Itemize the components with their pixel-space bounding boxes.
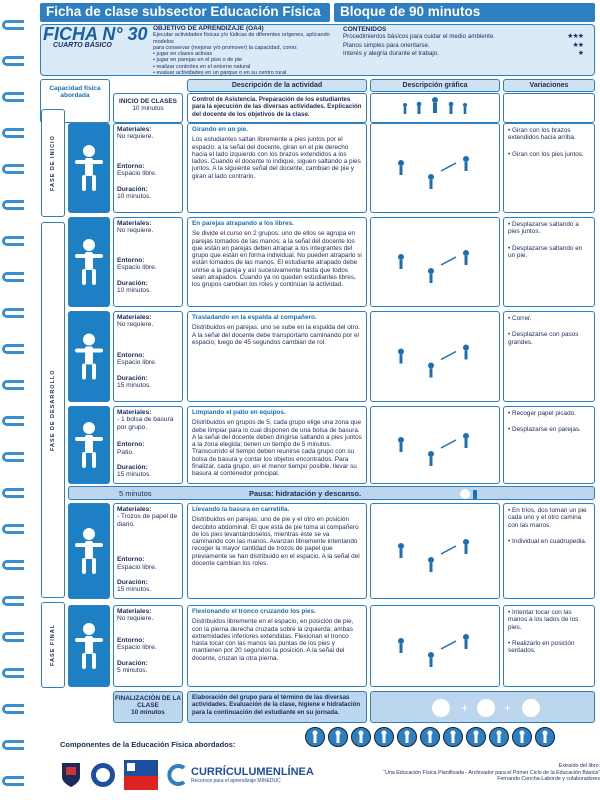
component-badge-icon (535, 727, 555, 747)
final-graphic (370, 691, 595, 723)
objective-line: para conservar (mejorar y/o promover) la capacidad, como: (153, 44, 298, 51)
activity-diagram-icon (371, 312, 499, 403)
materials-cell (113, 123, 183, 213)
binder-ring (2, 488, 24, 498)
bending-figure-icon (69, 407, 109, 485)
component-badge-icon (489, 727, 509, 747)
hydration-icon (459, 488, 489, 500)
activity-title: Llevando la basura en carretilla. (192, 506, 290, 513)
curriculum-title: CURRÍCULUMENLÍNEA (191, 765, 314, 778)
objective-line: • jugar en clases activas (153, 51, 213, 58)
objective-line: Ejecutar actividades físicas y/o lúdicas de diferentes orígenes, aplicando modelos (153, 32, 330, 45)
graphic-cell (370, 311, 500, 402)
description-cell (187, 406, 367, 484)
component-badge-icon (466, 727, 486, 747)
credit-line: Extraído del libro: (558, 763, 600, 769)
materials-label: Materiales: (117, 409, 152, 416)
footer (60, 740, 600, 784)
binder-ring (2, 200, 24, 210)
capacity-icon-cell (68, 217, 110, 307)
graphic-cell (370, 503, 500, 599)
variation-item: • Desplazarse con pasos grandes. (508, 331, 579, 346)
duration-value: 15 minutos. (117, 586, 152, 594)
capacity-icon-cell (68, 406, 110, 484)
entorno-label: Entorno: (117, 162, 145, 170)
content-item: Planos simples para orientarse. ★★ (343, 41, 583, 49)
ficha-number: FICHA N° 30 (43, 24, 148, 44)
materials-value: No requiere. (117, 133, 154, 141)
duration-label: Duración: (117, 464, 148, 472)
activity-text: Distribuidos en grupos de 5; cada grupo elige una zona que debe limpiar para lo cual disponen de una bolsa de basura. A la señal del docente deben dirigirse saltando a pies juntos a la zona elegida; tienen un tiempo de 5 minutos. Transcurrido el tiempo deben reunirse cada grupo con su bolsa de basura y contar los objetos encontrados. Para finalizar, cada grupo, en el menor tiempo posible, llevar su basura al contenedor principal. (192, 419, 362, 478)
variation-item: • Desplazarse saltando en un pie. (508, 244, 583, 259)
credit-line: “Una Educación Física Planificada - Archivador para el Primer Ciclo de la Educación Básica” (383, 769, 600, 776)
components-title: Componentes de la Educación Física abordados: (60, 740, 236, 749)
entorno-value: Espacio libre. (117, 644, 157, 652)
weightlifter-figure-icon (69, 312, 109, 403)
variation-item: • Desplazarse en parejas. (508, 426, 581, 434)
component-badge-icon (374, 727, 394, 747)
activity-row (40, 123, 595, 213)
final-label-cell (113, 691, 183, 723)
inicio-row (40, 93, 595, 123)
final-minutes: 10 minutos (131, 709, 165, 716)
pause-minutes: 5 minutos (119, 489, 152, 498)
description-cell (187, 311, 367, 402)
final-label: FINALIZACIÓN DE LA CLASE (114, 695, 182, 709)
content-item: Procedimientos básicos para cuidar el medio ambiente. ★★★ (343, 33, 583, 41)
star-rating-icon: ★★★ (567, 33, 583, 41)
activity-text: Distribuidos libremente en el espacio, en posición de pie, con la pierna derecha cruzada sobre la izquierda; ambas extremidades inferiores extendidas. Flexionan el tronco hasta tocar con las manos las puntas de los pies y mantienen por 20 segundos la posición. A la señal del docente, cruzan la otra pierna. (192, 618, 354, 662)
activity-title: Flexionando el tronco cruzando los pies. (192, 608, 316, 615)
binder-ring (2, 596, 24, 606)
credit-block (360, 763, 600, 783)
materials-value: No requiere. (117, 615, 154, 623)
variation-item: • Realizarlo en posición sentados. (508, 639, 575, 655)
activity-diagram-icon (371, 218, 499, 308)
binder-ring (2, 560, 24, 570)
materials-label: Materiales: (117, 220, 152, 227)
entorno-label: Entorno: (117, 556, 145, 564)
objective-block (153, 26, 343, 76)
finalizacion-row (40, 691, 595, 723)
duration-label: Duración: (117, 659, 148, 667)
binder-ring (2, 776, 24, 786)
objective-line: • evaluar actividades en un parque o en su centro rural (153, 70, 287, 77)
binder-ring (2, 56, 24, 66)
pause-text: Pausa: hidratación y descanso. (249, 489, 362, 498)
credit-line: Fernando Concha-Laborde y colaboradores (497, 776, 600, 782)
capacity-icon-cell (68, 503, 110, 599)
component-badge-icon (420, 727, 440, 747)
variation-item: • Intentar tocar con las manos a los lados de los pies. (508, 609, 579, 631)
binder-ring (2, 632, 24, 642)
materials-cell (113, 503, 183, 599)
cheering-figure-icon (69, 218, 109, 308)
inicio-graphic (370, 93, 500, 123)
activity-title: Limpiando el patio en equipos. (192, 409, 286, 416)
variation-item: • Giran con los brazos extendidos hacia arriba. (508, 127, 576, 142)
col-capacidad: Capacidad física abordada (40, 79, 110, 123)
capacity-icon-cell (68, 605, 110, 687)
binder-ring (2, 272, 24, 282)
binder-ring (2, 128, 24, 138)
duration-value: 15 minutos. (117, 471, 152, 479)
title-bar (40, 3, 595, 22)
entorno-label: Entorno: (117, 256, 145, 264)
component-badge-icon (328, 727, 348, 747)
binder-ring (2, 20, 24, 30)
description-cell (187, 217, 367, 307)
duration-value: 10 minutos. (117, 193, 152, 201)
entorno-value: Patio. (117, 448, 134, 456)
binder-ring (2, 704, 24, 714)
duration-value: 5 minutos. (117, 667, 148, 675)
column-header-row (40, 79, 595, 99)
inicio-label: INICIO DE CLASES (119, 98, 177, 105)
binder-ring (2, 236, 24, 246)
binder-ring (2, 452, 24, 462)
duration-value: 15 minutos. (117, 382, 152, 390)
materials-cell (113, 605, 183, 687)
component-badge-icon (397, 727, 417, 747)
materials-cell (113, 406, 183, 484)
inicio-variations (503, 93, 595, 123)
component-badge-icon (351, 727, 371, 747)
variation-item: • Recoger papel picado. (508, 410, 576, 417)
activity-row (40, 406, 595, 484)
curriculum-c-icon (166, 764, 188, 786)
inicio-label-cell (113, 93, 183, 123)
graphic-cell (370, 217, 500, 307)
materials-value: - Trozos de papel de diario. (117, 513, 178, 528)
variations-cell (503, 605, 595, 687)
materials-value: No requiere. (117, 321, 154, 329)
block-title: Bloque de 90 minutos (334, 3, 595, 22)
activity-title: Trasladando en la espalda al compañero. (192, 314, 317, 321)
objective-line: • jugar en parejas en el piso o de pie (153, 57, 243, 64)
materials-label: Materiales: (117, 126, 152, 133)
duration-value: 10 minutos. (117, 287, 152, 295)
activity-diagram-icon (371, 606, 499, 688)
activity-title: Girando en un pie. (192, 126, 249, 133)
col-variaciones: Variaciones (503, 79, 595, 92)
duration-label: Duración: (117, 374, 148, 382)
activity-row (40, 217, 595, 307)
entorno-label: Entorno: (117, 351, 145, 359)
binder-ring (2, 164, 24, 174)
materials-cell (113, 217, 183, 307)
entorno-value: Espacio libre. (117, 170, 157, 178)
binder-ring (2, 668, 24, 678)
variations-cell (503, 123, 595, 213)
inicio-text: Control de Asistencia. Preparación de los estudiantes para la ejecución de las diversas actividades. Explicación del docente de los objetivos de la clase. (187, 93, 367, 123)
variations-cell (503, 311, 595, 402)
activity-diagram-icon (371, 504, 499, 600)
graphic-cell (370, 406, 500, 484)
entorno-label: Entorno: (117, 636, 145, 644)
materials-label: Materiales: (117, 314, 152, 321)
capacity-icon-cell (68, 123, 110, 213)
variation-item: • Correr. (508, 315, 532, 322)
ministry-logo-icon (124, 760, 158, 790)
logos (60, 760, 314, 790)
group-figures-icon (371, 94, 499, 122)
objective-title: OBJETIVO DE APRENDIZAJE (OA4) (153, 25, 264, 32)
phase-desarrollo: FASE DE DESARROLLO (41, 222, 65, 598)
materials-value: - 1 bolsa de basura por grupo. (117, 416, 174, 431)
spinning-figure-icon (69, 124, 109, 214)
svg-text:+: + (504, 701, 512, 715)
duration-label: Duración: (117, 279, 148, 287)
entorno-label: Entorno: (117, 441, 145, 449)
stretching-figure-icon (69, 606, 109, 688)
phase-inicio: FASE DE INICIO (41, 109, 65, 217)
activity-title: En parejas atrapando a los libres. (192, 220, 294, 227)
activity-row (40, 311, 595, 402)
inicio-minutes: 10 minutos (132, 105, 164, 112)
curriculum-subtitle: Recursos para el aprendizaje MINEDUC (191, 777, 281, 784)
crest-logo-icon (60, 761, 82, 789)
phase-final: FASE FINAL (41, 602, 65, 688)
component-badge-icon (512, 727, 532, 747)
pause-bar (68, 486, 595, 500)
duration-label: Duración: (117, 579, 148, 587)
variations-cell (503, 503, 595, 599)
variations-cell (503, 217, 595, 307)
activity-text: Los estudiantes saltan libremente a pies juntos por el espacio; a la señal del docente, giran en el pie derecho hacia el lado izquierdo con los brazos extendidos a los lados. Cuando el docente lo indique, siguen saltando a pies juntos. A la siguiente señal del docente, cambian de pie y giran al lado contrario. (192, 136, 361, 180)
binder-ring (2, 92, 24, 102)
activity-text: Distribuidos en parejas, uno se sube en la espalda del otro. A la señal del docente debe transportarlo caminando por el espacio; luego de 45 segundos cambian de rol. (192, 324, 361, 346)
course-label: CUARTO BÁSICO (53, 42, 112, 49)
component-badge-icon (443, 727, 463, 747)
component-badge-icon (305, 727, 325, 747)
binder-ring (2, 308, 24, 318)
page-title: Ficha de clase subsector Educación Física (40, 3, 330, 22)
variation-item: • Desplazarse saltando a pies juntos. (508, 221, 579, 236)
class-sheet (40, 3, 600, 793)
activity-text: Distribuidos en parejas; uno de pie y el otro en posición decúbito abdominal. El que está de pie toma al compañero de los pies levantándoselos, mientras éste se va caminando con las manos. Avanzan libremente intentando recoger la mayor cantidad de trozos de papel que previamente se han distribuido en el espacio. A la señal del docente cambian los roles. (192, 516, 360, 568)
component-badges (305, 727, 555, 747)
description-cell (187, 605, 367, 687)
col-grafica: Descripción gráfica (370, 79, 500, 92)
materials-cell (113, 311, 183, 402)
activity-diagram-icon (371, 407, 499, 485)
description-cell (187, 503, 367, 599)
objective-line: • realizar controles en el entorno natural (153, 63, 251, 70)
hygiene-hydration-icons (371, 692, 593, 722)
graphic-cell (370, 123, 500, 213)
materials-label: Materiales: (117, 506, 152, 513)
contents-title: CONTENIDOS (343, 26, 387, 33)
duration-label: Duración: (117, 185, 148, 193)
description-cell (187, 123, 367, 213)
star-rating-icon: ★ (577, 50, 583, 58)
activity-diagram-icon (371, 124, 499, 214)
binder-ring (2, 524, 24, 534)
binder-ring (2, 344, 24, 354)
content-item: Interés y alegría durante el trabajo. ★ (343, 50, 583, 58)
svg-text:+: + (461, 701, 469, 715)
materials-label: Materiales: (117, 608, 152, 615)
binder-ring (2, 416, 24, 426)
curriculum-logo (166, 764, 314, 786)
activity-row (40, 503, 595, 599)
variation-item: • En tríos, dos toman un pie cada uno y el otro camina con las manos. (508, 507, 587, 529)
variations-cell (503, 406, 595, 484)
entorno-value: Espacio libre. (117, 563, 157, 571)
weightlifter-figure-icon (69, 504, 109, 600)
graphic-cell (370, 605, 500, 687)
variation-item: • Giran con los pies juntos. (508, 150, 584, 158)
binder-ring (2, 380, 24, 390)
activity-text: Se divide el curso en 2 grupos: uno de ellos se agrupa en parejas tomados de las manos; a la señal del docente los que están en parejas deben atrapar a los integrantes del grupo que están en forma individual. No pueden atraparlo si están tomados de las manos. El estudiante atrapado debe unirse a la pareja y así sucesivamente hasta que todos sean atrapados. Cuando ya no queden estudiantes libres, los grupos cambian los roles y continúan la actividad. (192, 230, 362, 289)
entorno-value: Espacio libre. (117, 359, 157, 367)
contents-block (343, 27, 583, 59)
final-text: Elaboración del grupo para el término de las diversas actividades. Evaluación de la clase, higiene e hidratación para la continuación del estudiante en su jornada. (187, 691, 367, 723)
capacity-icon-cell (68, 311, 110, 402)
star-rating-icon: ★★ (572, 41, 583, 49)
activity-row (40, 605, 595, 687)
materials-value: No requiere. (117, 227, 154, 235)
school-logo-icon (90, 762, 116, 788)
header-box (40, 24, 595, 76)
col-descripcion: Descripción de la actividad (187, 79, 367, 92)
binder-rings (0, 0, 26, 800)
entorno-value: Espacio libre. (117, 264, 157, 272)
variation-item: • Individual en cuadrupedia. (508, 537, 587, 545)
binder-ring (2, 740, 24, 750)
